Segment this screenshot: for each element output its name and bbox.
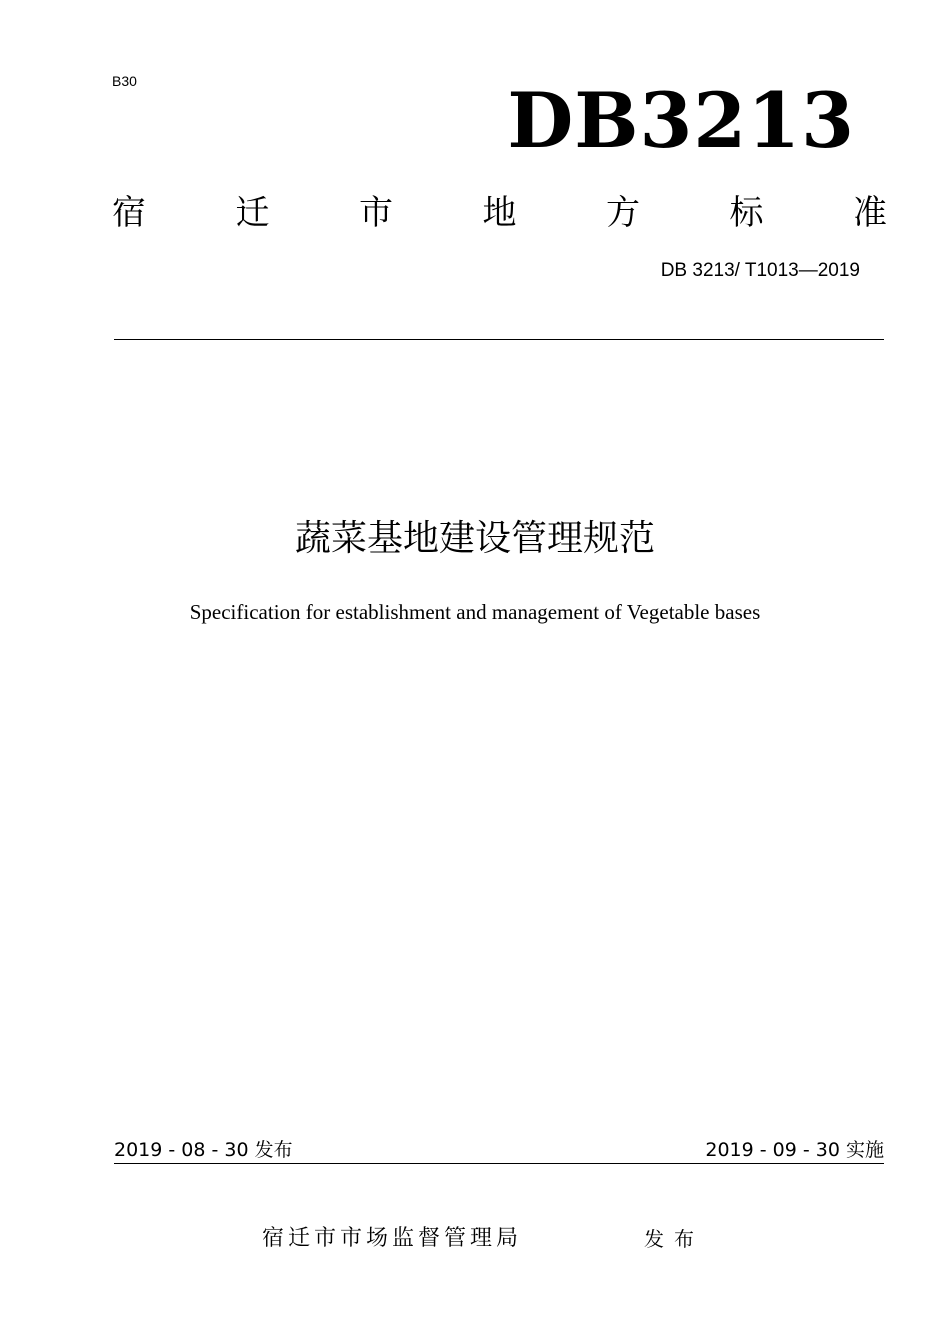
standard-type-char: 标	[729, 192, 764, 233]
standard-number: DB 3213/ T1013—2019	[660, 260, 860, 281]
standard-type-char: 地	[482, 192, 517, 233]
standard-type-heading	[112, 184, 887, 234]
footer-divider	[114, 1163, 884, 1164]
classification-code: B30	[112, 73, 137, 89]
document-title-chinese: 蔬菜基地建设管理规范	[294, 518, 655, 559]
issue-date: 2019 - 08 - 30 发布	[114, 1139, 293, 1161]
standard-type-char: 方	[606, 192, 640, 233]
implementation-date: 2019 - 09 - 30 实施	[705, 1139, 884, 1161]
issue-label: 发布	[644, 1227, 704, 1251]
standard-type-char: 迁	[235, 192, 270, 233]
standard-type-char: 市	[359, 192, 393, 233]
standard-type-char: 宿	[112, 192, 146, 233]
header-divider	[114, 339, 884, 340]
document-title-english: Specification for establishment and management of Vegetable bases	[189, 600, 761, 624]
issuing-authority: 宿迁市市场监督管理局	[262, 1226, 523, 1251]
standard-type-char: 准	[853, 192, 887, 233]
standard-code-heading: DB3213	[507, 76, 855, 165]
